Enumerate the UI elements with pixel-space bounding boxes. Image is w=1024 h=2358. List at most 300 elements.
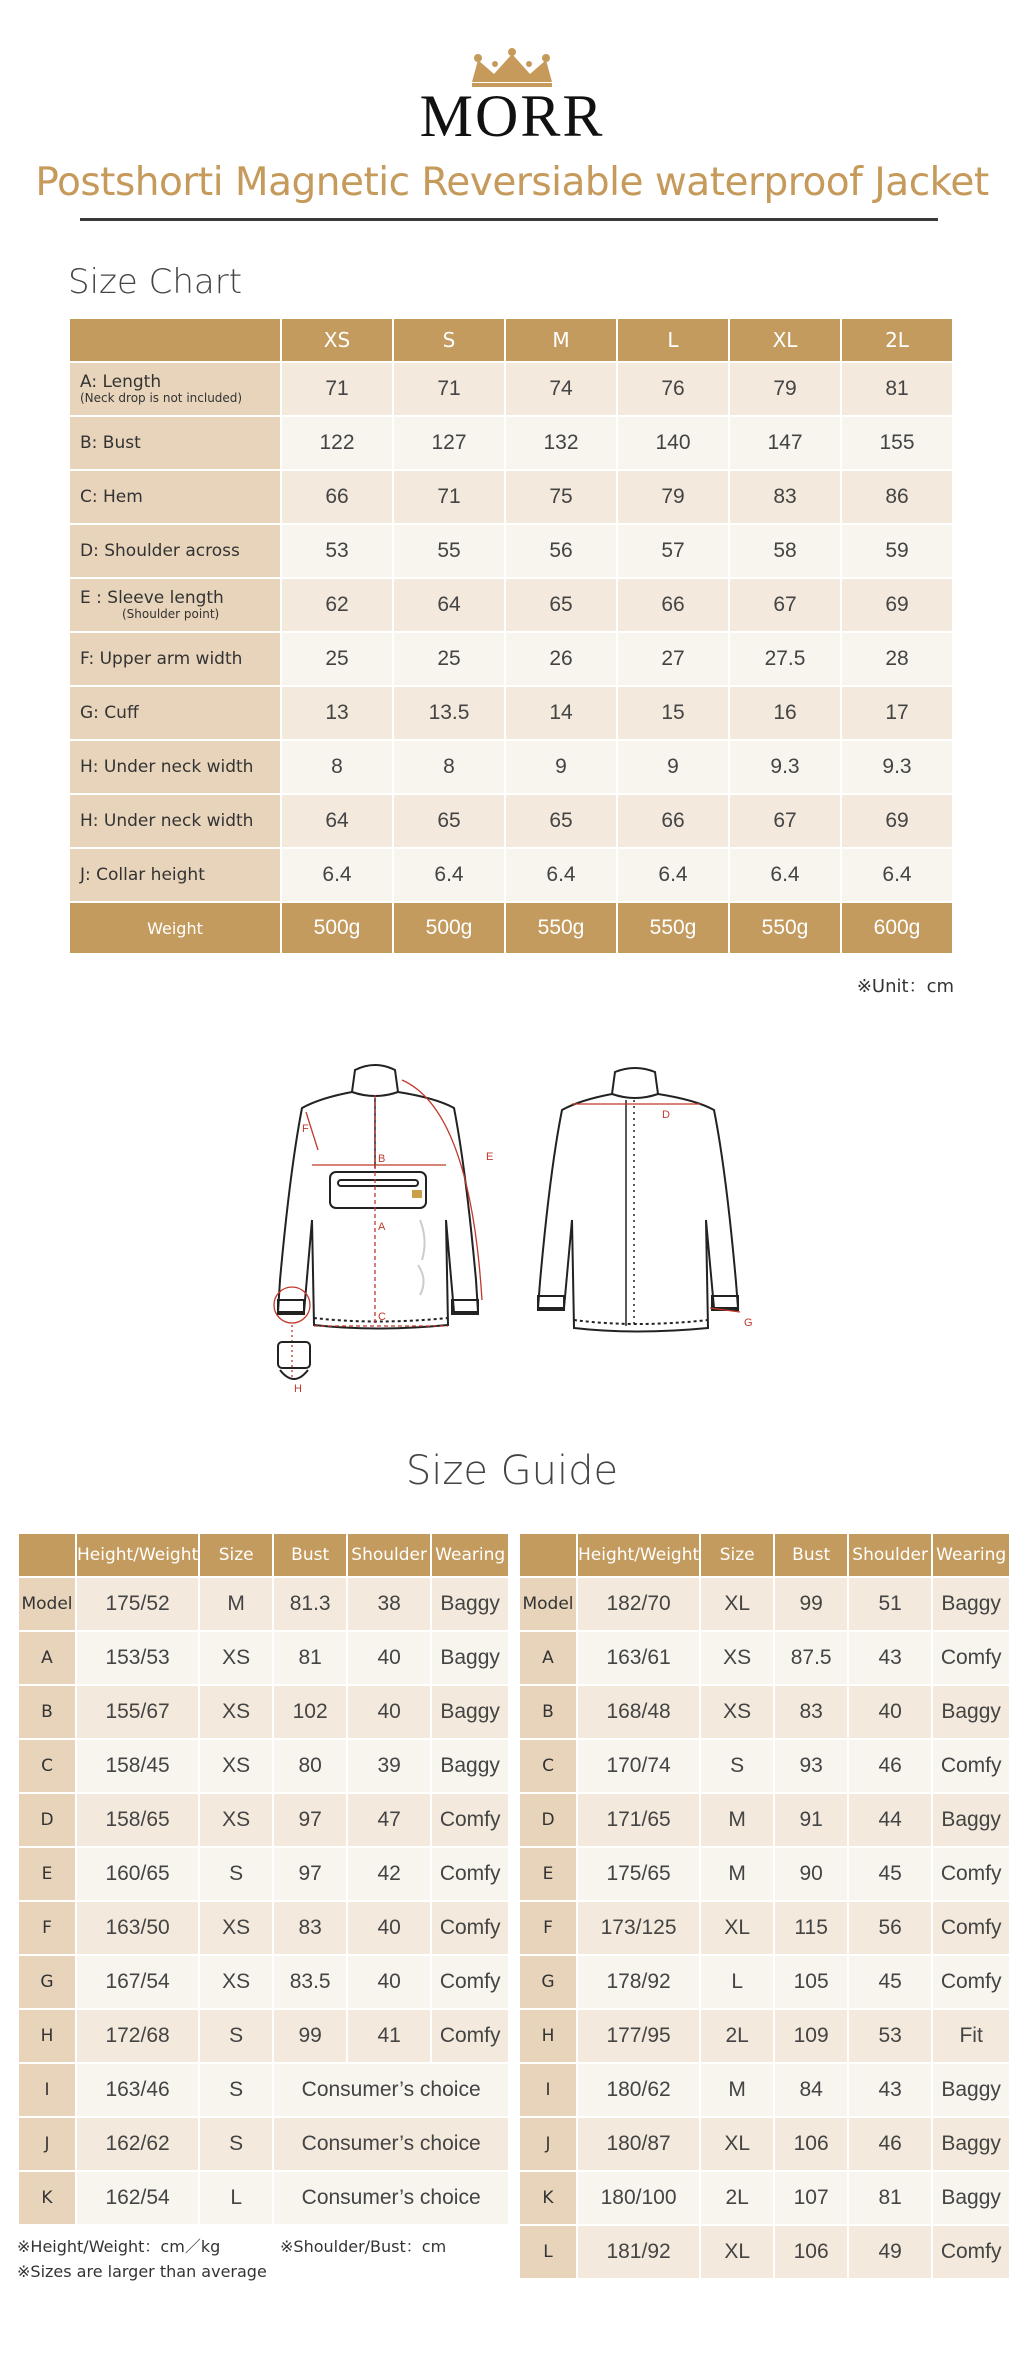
guide-model-id: I bbox=[519, 2063, 577, 2117]
guide-shoulder: 39 bbox=[347, 1739, 431, 1793]
guide-shoulder: 46 bbox=[848, 2117, 932, 2171]
measurement-value: 6.4 bbox=[841, 848, 953, 902]
guide-model-id: J bbox=[519, 2117, 577, 2171]
size-chart-row bbox=[69, 416, 953, 470]
measurement-name: J: Collar height bbox=[80, 864, 205, 885]
guide-bust: 109 bbox=[774, 2009, 848, 2063]
guide-row bbox=[18, 1847, 509, 1901]
guide-wearing: Comfy bbox=[932, 1847, 1010, 1901]
guide-wearing: Comfy bbox=[932, 1739, 1010, 1793]
size-header: S bbox=[393, 318, 505, 362]
guide-bust: 80 bbox=[273, 1739, 347, 1793]
guide-height-weight: 182/70 bbox=[577, 1577, 700, 1631]
measurement-name: H: Under neck width bbox=[80, 756, 254, 777]
guide-size: M bbox=[700, 1847, 774, 1901]
guide-shoulder: 47 bbox=[347, 1793, 431, 1847]
guide-model-id: I bbox=[18, 2063, 76, 2117]
guide-bust: 81.3 bbox=[273, 1577, 347, 1631]
note-sizes-larger: ※Sizes are larger than average bbox=[17, 2262, 267, 2281]
guide-row bbox=[18, 1901, 509, 1955]
measurement-value: 6.4 bbox=[505, 848, 617, 902]
guide-size: XL bbox=[700, 1577, 774, 1631]
size-chart-row bbox=[69, 470, 953, 524]
measurement-value: 56 bbox=[505, 524, 617, 578]
guide-shoulder: 42 bbox=[347, 1847, 431, 1901]
guide-height-weight: 171/65 bbox=[577, 1793, 700, 1847]
guide-model-id: C bbox=[519, 1739, 577, 1793]
guide-header-size: Size bbox=[199, 1533, 273, 1577]
measurement-value: 86 bbox=[841, 470, 953, 524]
title-divider bbox=[80, 218, 938, 221]
guide-size: XS bbox=[199, 1901, 273, 1955]
measurement-label bbox=[69, 470, 281, 524]
guide-size: S bbox=[199, 1847, 273, 1901]
guide-wearing: Comfy bbox=[932, 1631, 1010, 1685]
guide-wearing: Baggy bbox=[932, 1793, 1010, 1847]
weight-value: 500g bbox=[393, 902, 505, 954]
guide-row bbox=[519, 1793, 1010, 1847]
measurement-value: 6.4 bbox=[281, 848, 393, 902]
brand-name: MORR bbox=[419, 83, 605, 149]
measurement-label bbox=[69, 848, 281, 902]
measurement-value: 59 bbox=[841, 524, 953, 578]
guide-header-bust: Bust bbox=[774, 1533, 848, 1577]
measurement-value: 74 bbox=[505, 362, 617, 416]
measurement-value: 79 bbox=[729, 362, 841, 416]
guide-wearing: Comfy bbox=[431, 1955, 509, 2009]
guide-shoulder: 40 bbox=[347, 1685, 431, 1739]
guide-header-wearing: Wearing bbox=[932, 1533, 1010, 1577]
measurement-value: 15 bbox=[617, 686, 729, 740]
guide-row bbox=[18, 1955, 509, 2009]
guide-shoulder: 38 bbox=[347, 1577, 431, 1631]
guide-row bbox=[519, 1847, 1010, 1901]
guide-size: L bbox=[199, 2171, 273, 2225]
guide-row bbox=[519, 1739, 1010, 1793]
measurement-name: E : Sleeve length bbox=[80, 588, 224, 609]
size-chart-row bbox=[69, 362, 953, 416]
guide-row bbox=[519, 2063, 1010, 2117]
guide-height-weight: 172/68 bbox=[76, 2009, 199, 2063]
label-h: H bbox=[294, 1383, 302, 1395]
weight-value: 550g bbox=[505, 902, 617, 954]
measurement-name: B: Bust bbox=[80, 432, 141, 453]
measurement-value: 67 bbox=[729, 794, 841, 848]
label-d: D bbox=[662, 1109, 670, 1121]
guide-height-weight: 175/52 bbox=[76, 1577, 199, 1631]
guide-model-id: K bbox=[519, 2171, 577, 2225]
guide-wearing: Comfy bbox=[431, 1901, 509, 1955]
guide-shoulder: 40 bbox=[347, 1631, 431, 1685]
guide-shoulder: 49 bbox=[848, 2225, 932, 2279]
guide-bust: 83 bbox=[774, 1685, 848, 1739]
guide-height-weight: 162/54 bbox=[76, 2171, 199, 2225]
guide-size: M bbox=[700, 1793, 774, 1847]
guide-header-row bbox=[519, 1533, 1010, 1577]
guide-shoulder: 43 bbox=[848, 1631, 932, 1685]
jacket-front-drawing bbox=[278, 1065, 478, 1329]
size-header: L bbox=[617, 318, 729, 362]
guide-row bbox=[18, 2009, 509, 2063]
guide-shoulder: 40 bbox=[347, 1955, 431, 2009]
measurement-label bbox=[69, 362, 281, 416]
guide-shoulder: 53 bbox=[848, 2009, 932, 2063]
guide-model-id: B bbox=[18, 1685, 76, 1739]
note-height-weight: ※Height/Weight：cm／kg bbox=[17, 2237, 221, 2256]
guide-size: XL bbox=[700, 2117, 774, 2171]
guide-height-weight: 158/45 bbox=[76, 1739, 199, 1793]
measurement-value: 122 bbox=[281, 416, 393, 470]
guide-shoulder: 46 bbox=[848, 1739, 932, 1793]
measurement-value: 28 bbox=[841, 632, 953, 686]
guide-bust: 106 bbox=[774, 2225, 848, 2279]
guide-row bbox=[18, 2063, 509, 2117]
size-chart-row bbox=[69, 740, 953, 794]
guide-size: L bbox=[700, 1955, 774, 2009]
measurement-value: 14 bbox=[505, 686, 617, 740]
measurement-label bbox=[69, 578, 281, 632]
measurement-value: 71 bbox=[393, 362, 505, 416]
measurement-value: 79 bbox=[617, 470, 729, 524]
measurement-value: 9.3 bbox=[729, 740, 841, 794]
guide-row bbox=[519, 2009, 1010, 2063]
measurement-value: 66 bbox=[281, 470, 393, 524]
measurement-name: H: Under neck width bbox=[80, 810, 254, 831]
size-chart-row bbox=[69, 524, 953, 578]
product-title: Postshorti Magnetic Reversiable waterproof Jacket bbox=[35, 160, 989, 205]
weight-value: 500g bbox=[281, 902, 393, 954]
guide-size: XS bbox=[199, 1739, 273, 1793]
measurement-value: 64 bbox=[393, 578, 505, 632]
guide-row bbox=[519, 1901, 1010, 1955]
size-chart-header-row bbox=[69, 318, 953, 362]
measurement-value: 132 bbox=[505, 416, 617, 470]
guide-bust: 107 bbox=[774, 2171, 848, 2225]
measurement-value: 27.5 bbox=[729, 632, 841, 686]
guide-model-id: F bbox=[18, 1901, 76, 1955]
measurement-value: 9.3 bbox=[841, 740, 953, 794]
measurement-value: 17 bbox=[841, 686, 953, 740]
size-chart-row bbox=[69, 686, 953, 740]
measurement-value: 13 bbox=[281, 686, 393, 740]
guide-model-id: K bbox=[18, 2171, 76, 2225]
label-e: E bbox=[486, 1151, 494, 1163]
weight-label: Weight bbox=[69, 902, 281, 954]
guide-row bbox=[18, 1577, 509, 1631]
guide-size: XL bbox=[700, 2225, 774, 2279]
size-chart-row bbox=[69, 578, 953, 632]
measurement-value: 65 bbox=[505, 578, 617, 632]
measurement-value: 53 bbox=[281, 524, 393, 578]
guide-model-id: D bbox=[519, 1793, 577, 1847]
guide-header-height-weight: Height/Weight bbox=[577, 1533, 700, 1577]
guide-wearing: Comfy bbox=[431, 2009, 509, 2063]
size-header: XS bbox=[281, 318, 393, 362]
guide-model-id: A bbox=[18, 1631, 76, 1685]
guide-bust: 87.5 bbox=[774, 1631, 848, 1685]
guide-height-weight: 178/92 bbox=[577, 1955, 700, 2009]
guide-bust: 84 bbox=[774, 2063, 848, 2117]
guide-bust: 81 bbox=[273, 1631, 347, 1685]
guide-consumer-choice: Consumer’s choice bbox=[273, 2171, 509, 2225]
measurement-name: C: Hem bbox=[80, 486, 143, 507]
guide-wearing: Baggy bbox=[932, 1577, 1010, 1631]
guide-shoulder: 40 bbox=[347, 1901, 431, 1955]
measurement-value: 26 bbox=[505, 632, 617, 686]
guide-shoulder: 45 bbox=[848, 1955, 932, 2009]
guide-height-weight: 175/65 bbox=[577, 1847, 700, 1901]
measurement-label bbox=[69, 416, 281, 470]
guide-size: S bbox=[700, 1739, 774, 1793]
label-b: B bbox=[378, 1153, 386, 1165]
label-g: G bbox=[744, 1317, 753, 1329]
guide-header-id bbox=[519, 1533, 577, 1577]
cuff-detail bbox=[278, 1342, 310, 1379]
measurement-value: 57 bbox=[617, 524, 729, 578]
size-header: XL bbox=[729, 318, 841, 362]
guide-wearing: Comfy bbox=[932, 1955, 1010, 2009]
measurement-label bbox=[69, 794, 281, 848]
guide-model-id: G bbox=[18, 1955, 76, 2009]
guide-model-id: Model bbox=[519, 1577, 577, 1631]
measurement-name: D: Shoulder across bbox=[80, 540, 240, 561]
guide-height-weight: 180/87 bbox=[577, 2117, 700, 2171]
size-chart-table bbox=[68, 317, 954, 955]
guide-size: M bbox=[700, 2063, 774, 2117]
guide-row bbox=[18, 1793, 509, 1847]
measurement-value: 58 bbox=[729, 524, 841, 578]
guide-bust: 102 bbox=[273, 1685, 347, 1739]
guide-bust: 97 bbox=[273, 1793, 347, 1847]
guide-header-bust: Bust bbox=[273, 1533, 347, 1577]
guide-model-id: A bbox=[519, 1631, 577, 1685]
guide-model-id: J bbox=[18, 2117, 76, 2171]
guide-row bbox=[18, 1739, 509, 1793]
size-header: 2L bbox=[841, 318, 953, 362]
guide-height-weight: 168/48 bbox=[577, 1685, 700, 1739]
guide-bust: 83.5 bbox=[273, 1955, 347, 2009]
brand-logo bbox=[0, 48, 1024, 149]
guide-height-weight: 180/62 bbox=[577, 2063, 700, 2117]
measurement-name: G: Cuff bbox=[80, 702, 139, 723]
guide-shoulder: 44 bbox=[848, 1793, 932, 1847]
guide-model-id: D bbox=[18, 1793, 76, 1847]
guide-bust: 99 bbox=[273, 2009, 347, 2063]
guide-size: M bbox=[199, 1577, 273, 1631]
measurement-value: 6.4 bbox=[393, 848, 505, 902]
measurement-label bbox=[69, 632, 281, 686]
guide-row bbox=[18, 2171, 509, 2225]
guide-wearing: Comfy bbox=[431, 1793, 509, 1847]
guide-row bbox=[18, 1631, 509, 1685]
measurement-value: 9 bbox=[617, 740, 729, 794]
weight-value: 600g bbox=[841, 902, 953, 954]
guide-bust: 90 bbox=[774, 1847, 848, 1901]
weight-value: 550g bbox=[729, 902, 841, 954]
measurement-name: A: Length bbox=[80, 372, 162, 393]
measurement-value: 62 bbox=[281, 578, 393, 632]
guide-wearing: Comfy bbox=[431, 1847, 509, 1901]
measurement-value: 71 bbox=[281, 362, 393, 416]
measurement-value: 66 bbox=[617, 578, 729, 632]
guide-size: 2L bbox=[700, 2171, 774, 2225]
header-corner bbox=[69, 318, 281, 362]
guide-bust: 115 bbox=[774, 1901, 848, 1955]
guide-wearing: Fit bbox=[932, 2009, 1010, 2063]
guide-height-weight: 181/92 bbox=[577, 2225, 700, 2279]
guide-row bbox=[18, 1685, 509, 1739]
guide-size: XS bbox=[199, 1631, 273, 1685]
guide-header-shoulder: Shoulder bbox=[347, 1533, 431, 1577]
guide-header-shoulder: Shoulder bbox=[848, 1533, 932, 1577]
measurement-value: 6.4 bbox=[729, 848, 841, 902]
guide-shoulder: 41 bbox=[347, 2009, 431, 2063]
guide-bust: 93 bbox=[774, 1739, 848, 1793]
measurement-value: 9 bbox=[505, 740, 617, 794]
measurement-name: F: Upper arm width bbox=[80, 648, 243, 669]
weight-row bbox=[69, 902, 953, 954]
measurement-label bbox=[69, 686, 281, 740]
size-guide-heading: Size Guide bbox=[405, 1448, 619, 1494]
measurement-label bbox=[69, 524, 281, 578]
guide-wearing: Baggy bbox=[932, 2063, 1010, 2117]
guide-wearing: Baggy bbox=[932, 2117, 1010, 2171]
guide-bust: 83 bbox=[273, 1901, 347, 1955]
measurement-value: 65 bbox=[505, 794, 617, 848]
guide-shoulder: 81 bbox=[848, 2171, 932, 2225]
guide-height-weight: 163/50 bbox=[76, 1901, 199, 1955]
measurement-value: 155 bbox=[841, 416, 953, 470]
label-c: C bbox=[378, 1311, 386, 1323]
guide-height-weight: 167/54 bbox=[76, 1955, 199, 2009]
label-a: A bbox=[378, 1221, 386, 1233]
guide-height-weight: 153/53 bbox=[76, 1631, 199, 1685]
guide-size: XS bbox=[700, 1685, 774, 1739]
measurement-value: 83 bbox=[729, 470, 841, 524]
guide-model-id: G bbox=[519, 1955, 577, 2009]
guide-header-height-weight: Height/Weight bbox=[76, 1533, 199, 1577]
note-shoulder-bust: ※Shoulder/Bust：cm bbox=[280, 2237, 447, 2256]
guide-height-weight: 177/95 bbox=[577, 2009, 700, 2063]
guide-header-wearing: Wearing bbox=[431, 1533, 509, 1577]
guide-header-size: Size bbox=[700, 1533, 774, 1577]
guide-size: XS bbox=[700, 1631, 774, 1685]
guide-consumer-choice: Consumer’s choice bbox=[273, 2063, 509, 2117]
guide-size: XS bbox=[199, 1685, 273, 1739]
guide-height-weight: 162/62 bbox=[76, 2117, 199, 2171]
guide-shoulder: 43 bbox=[848, 2063, 932, 2117]
guide-size: XL bbox=[700, 1901, 774, 1955]
measurement-value: 25 bbox=[393, 632, 505, 686]
size-header: M bbox=[505, 318, 617, 362]
guide-model-id: L bbox=[519, 2225, 577, 2279]
measurement-value: 8 bbox=[393, 740, 505, 794]
measurement-value: 140 bbox=[617, 416, 729, 470]
guide-height-weight: 180/100 bbox=[577, 2171, 700, 2225]
guide-row bbox=[519, 1631, 1010, 1685]
guide-model-id: E bbox=[519, 1847, 577, 1901]
measurement-value: 55 bbox=[393, 524, 505, 578]
guide-bust: 97 bbox=[273, 1847, 347, 1901]
guide-model-id: H bbox=[519, 2009, 577, 2063]
size-guide-table-right bbox=[518, 1532, 1011, 2280]
size-chart-row bbox=[69, 632, 953, 686]
measurement-value: 75 bbox=[505, 470, 617, 524]
guide-row bbox=[519, 1955, 1010, 2009]
guide-height-weight: 163/46 bbox=[76, 2063, 199, 2117]
guide-row bbox=[519, 2117, 1010, 2171]
guide-height-weight: 160/65 bbox=[76, 1847, 199, 1901]
guide-model-id: C bbox=[18, 1739, 76, 1793]
guide-bust: 91 bbox=[774, 1793, 848, 1847]
measurement-value: 27 bbox=[617, 632, 729, 686]
jacket-back-drawing bbox=[538, 1068, 738, 1332]
measurement-value: 8 bbox=[281, 740, 393, 794]
guide-wearing: Baggy bbox=[431, 1739, 509, 1793]
measurement-value: 127 bbox=[393, 416, 505, 470]
guide-wearing: Baggy bbox=[431, 1685, 509, 1739]
guide-wearing: Baggy bbox=[932, 2171, 1010, 2225]
guide-shoulder: 56 bbox=[848, 1901, 932, 1955]
guide-bust: 106 bbox=[774, 2117, 848, 2171]
size-guide-table-left bbox=[17, 1532, 510, 2226]
guide-model-id: F bbox=[519, 1901, 577, 1955]
guide-bust: 105 bbox=[774, 1955, 848, 2009]
guide-row bbox=[18, 2117, 509, 2171]
measurement-value: 69 bbox=[841, 794, 953, 848]
guide-model-id: Model bbox=[18, 1577, 76, 1631]
guide-wearing: Baggy bbox=[431, 1631, 509, 1685]
guide-bust: 99 bbox=[774, 1577, 848, 1631]
jacket-measurement-diagram bbox=[250, 1050, 770, 1410]
guide-row bbox=[519, 1685, 1010, 1739]
guide-shoulder: 45 bbox=[848, 1847, 932, 1901]
back-measurement-lines bbox=[572, 1104, 740, 1312]
guide-size: S bbox=[199, 2063, 273, 2117]
guide-wearing: Comfy bbox=[932, 1901, 1010, 1955]
measurement-note: (Shoulder point) bbox=[122, 606, 220, 621]
measurement-value: 67 bbox=[729, 578, 841, 632]
guide-row bbox=[519, 2225, 1010, 2279]
guide-size: S bbox=[199, 2117, 273, 2171]
guide-model-id: E bbox=[18, 1847, 76, 1901]
guide-model-id: B bbox=[519, 1685, 577, 1739]
measurement-value: 64 bbox=[281, 794, 393, 848]
measurement-value: 13.5 bbox=[393, 686, 505, 740]
measurement-value: 147 bbox=[729, 416, 841, 470]
guide-shoulder: 40 bbox=[848, 1685, 932, 1739]
guide-wearing: Baggy bbox=[431, 1577, 509, 1631]
size-chart-row bbox=[69, 848, 953, 902]
measurement-value: 65 bbox=[393, 794, 505, 848]
guide-size: 2L bbox=[700, 2009, 774, 2063]
guide-header-row bbox=[18, 1533, 509, 1577]
size-chart-row bbox=[69, 794, 953, 848]
guide-model-id: H bbox=[18, 2009, 76, 2063]
guide-size: XS bbox=[199, 1793, 273, 1847]
measurement-value: 16 bbox=[729, 686, 841, 740]
label-f: F bbox=[302, 1123, 309, 1135]
guide-consumer-choice: Consumer’s choice bbox=[273, 2117, 509, 2171]
guide-height-weight: 163/61 bbox=[577, 1631, 700, 1685]
measurement-value: 6.4 bbox=[617, 848, 729, 902]
measurement-value: 71 bbox=[393, 470, 505, 524]
guide-height-weight: 158/65 bbox=[76, 1793, 199, 1847]
unit-note: ※Unit：cm bbox=[856, 976, 954, 997]
guide-row bbox=[519, 1577, 1010, 1631]
guide-shoulder: 51 bbox=[848, 1577, 932, 1631]
guide-wearing: Baggy bbox=[932, 1685, 1010, 1739]
